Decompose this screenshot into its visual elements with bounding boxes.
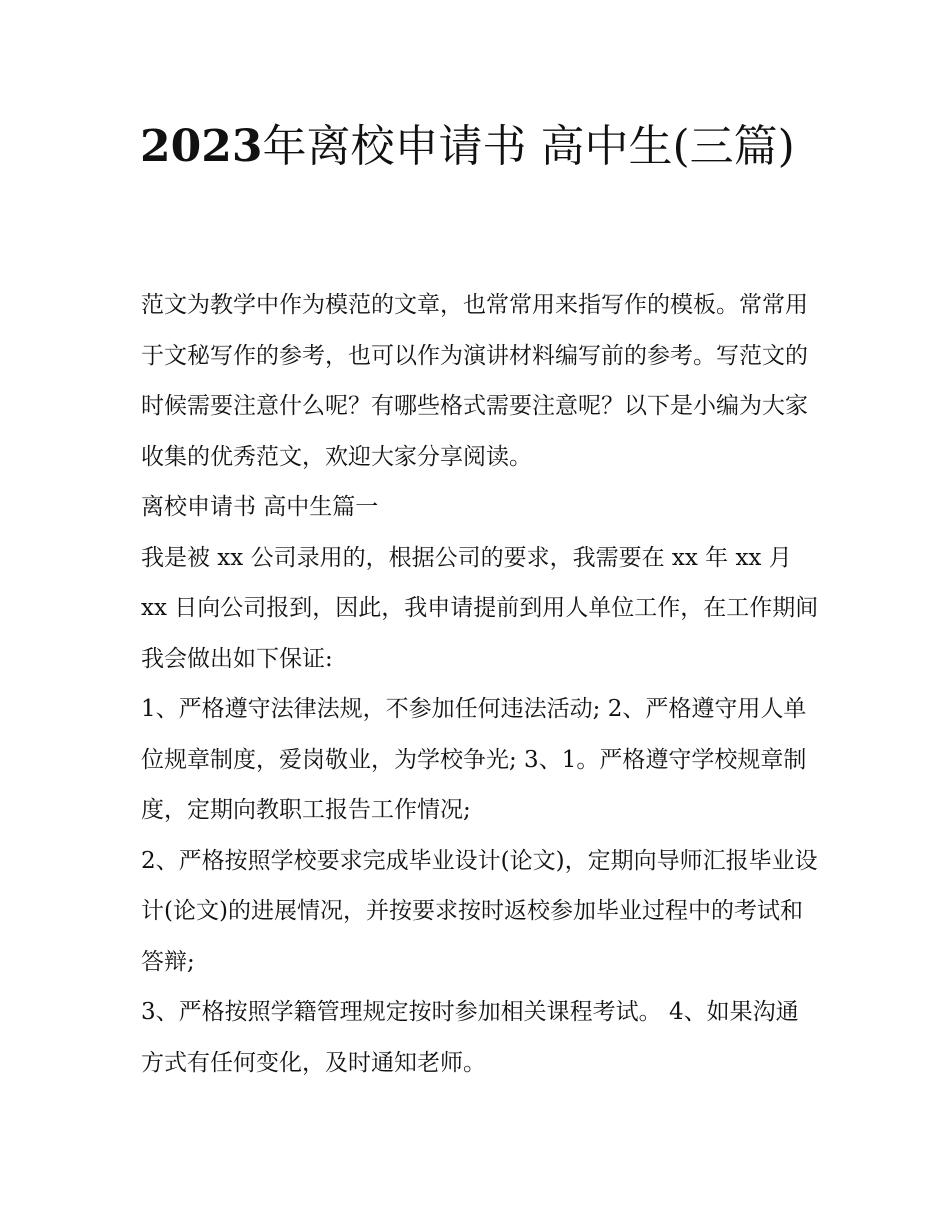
body-paragraph: 1、严格遵守法律法规，不参加任何违法活动; 2、严格遵守用人单位规章制度，爱岗敬业，为学校争光; 3、1。严格遵守学校规章制度，定期向教职工报告工作情况; — [141, 696, 807, 823]
body-paragraph: 我是被 xx 公司录用的，根据公司的要求，我需要在 xx 年 xx 月 xx 日向公司报到，因此，我申请提前到用人单位工作，在工作期间我会做出如下保证: — [141, 544, 819, 672]
title-year: 2023 — [140, 121, 263, 172]
section-heading: 离校申请书 高中生篇一 — [141, 494, 379, 520]
body-paragraph: 3、严格按照学籍管理规定按时参加相关课程考试。 4、如果沟通方式有任何变化，及时通知老师。 — [141, 999, 799, 1076]
document-body — [141, 280, 821, 1088]
document-title — [140, 112, 820, 182]
intro-paragraph: 范文为教学中作为模范的文章，也常常用来指写作的模板。常常用于文秘写作的参考，也可以作为演讲材料编写前的参考。写范文的时候需要注意什么呢？有哪些格式需要注意呢？以下是小编为大家收集的优秀范文，欢迎大家分享阅读。 — [141, 292, 808, 470]
body-paragraph: 2、严格按照学校要求完成毕业设计(论文)，定期向导师汇报毕业设计(论文)的进展情况，并按要求按时返校参加毕业过程中的考试和答辩; — [141, 847, 818, 975]
title-text: 年离校申请书 高中生(三篇) — [262, 121, 795, 172]
